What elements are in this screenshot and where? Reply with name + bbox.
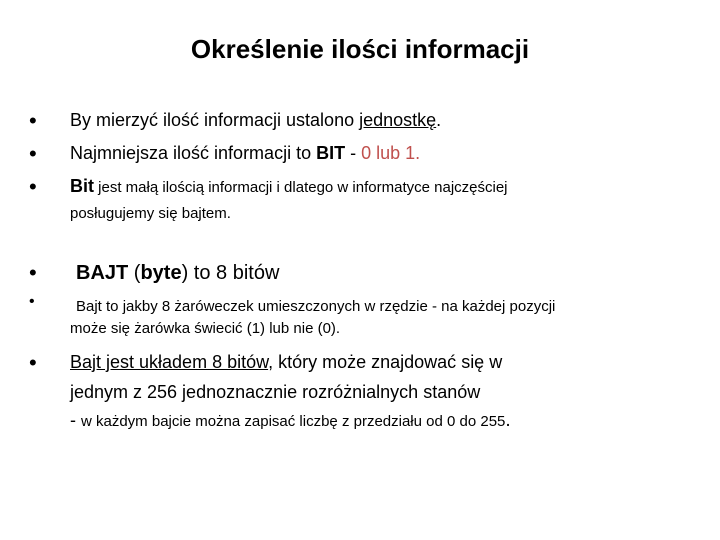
bullet-2-pre: Najmniejsza ilość informacji to	[70, 143, 317, 163]
page-title: Określenie ilości informacji	[190, 34, 530, 64]
bit-bold: BIT	[316, 143, 346, 163]
bullet-3-icon: •	[29, 174, 37, 199]
bullet-6-line-1	[70, 352, 502, 373]
bullet-3-text	[70, 176, 508, 197]
bullet-6-icon: •	[29, 350, 37, 375]
byte-bold: byte	[140, 262, 182, 284]
bit-values: 0 lub 1.	[361, 143, 421, 163]
bullet-3-continuation: posługujemy się bajtem.	[70, 205, 231, 222]
bullet-5-icon: •	[29, 293, 35, 310]
bullet-6-range-text: w każdym bajcie można zapisać liczbę z przedziału od 0 do 255	[81, 413, 506, 430]
bullet-2-dash: -	[345, 143, 362, 163]
bullet-6-dot: .	[505, 410, 511, 431]
bullet-6-line-2: jednym z 256 jednoznacznie rozróżnialnych stanów	[70, 382, 481, 402]
bullet-6-line-3	[70, 410, 511, 432]
bullet-6-rest: , który może znajdować się w	[268, 352, 503, 372]
bullet-2-text	[70, 143, 420, 164]
bullet-1-icon: •	[29, 108, 37, 133]
bullet-5-line-2: może się żarówka świecić (1) lub nie (0).	[70, 320, 341, 337]
bullet-4-rest: ) to 8 bitów	[181, 262, 280, 284]
bit-bold-2: Bit	[70, 176, 94, 196]
bullet-4-text	[76, 262, 279, 285]
bullet-4-paren-open: (	[128, 262, 141, 284]
bullet-3-rest: jest małą ilością informacji i dlatego w informatyce najczęściej	[94, 179, 508, 196]
bullet-5-line-1: Bajt to jakby 8 żaróweczek umieszczonych w rzędzie - na każdej pozycji	[76, 298, 556, 315]
bullet-1-pre: By mierzyć ilość informacji ustalono	[70, 110, 360, 130]
bajt-uklad-underlined: Bajt jest układem 8 bitów	[70, 352, 269, 372]
bullet-1-text	[70, 110, 441, 131]
bullet-6-dash: -	[70, 410, 81, 430]
jednostke-link: jednostkę	[359, 110, 437, 130]
bullet-1-post: .	[436, 110, 442, 130]
bullet-2-icon: •	[29, 141, 37, 166]
bullet-4-icon: •	[29, 260, 37, 285]
bajt-bold: BAJT	[76, 262, 129, 284]
